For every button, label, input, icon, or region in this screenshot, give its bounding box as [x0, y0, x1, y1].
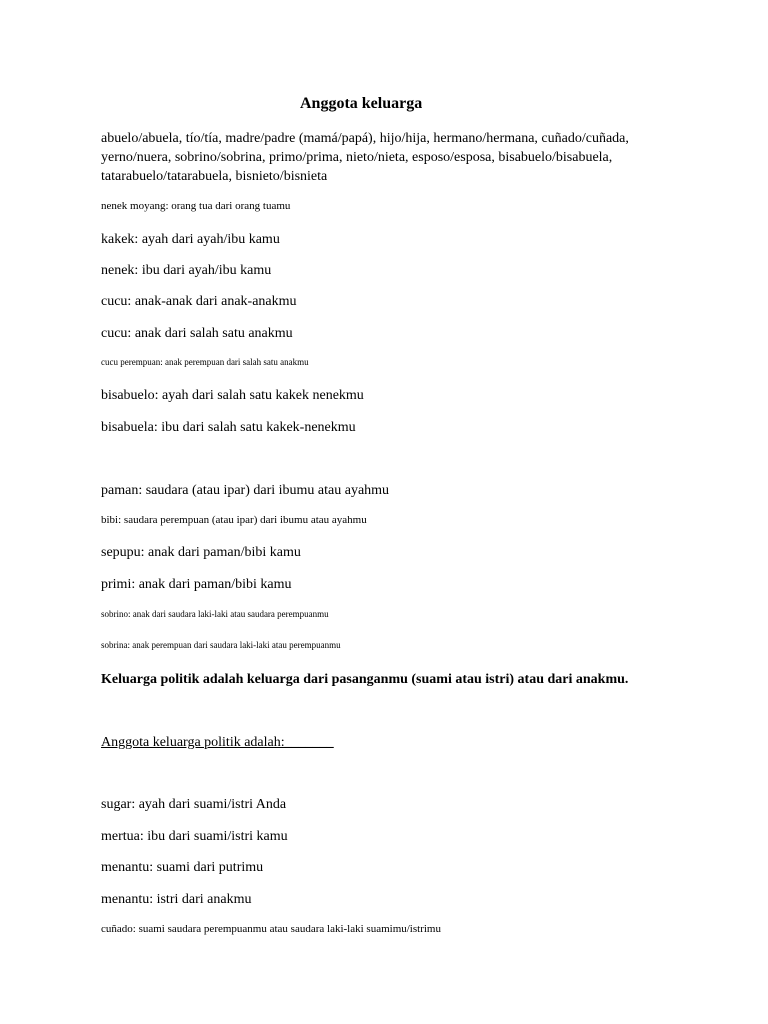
- definition-mertua: mertua: ibu dari suami/istri kamu: [101, 829, 288, 844]
- political-family-statement: Keluarga politik adalah keluarga dari pasanganmu (suami atau istri) atau dari anakmu.: [101, 672, 629, 687]
- definition-menantu-suami: menantu: suami dari putrimu: [101, 860, 264, 875]
- political-family-heading: Anggota keluarga politik adalah:_______: [101, 735, 334, 750]
- definition-sobrina: sobrina: anak perempuan dari saudara laki-laki atau perempuanmu: [101, 640, 341, 650]
- definition-bisabuelo: bisabuelo: ayah dari salah satu kakek nenekmu: [101, 388, 364, 403]
- definition-cunado: cuñado: suami saudara perempuanmu atau saudara laki-laki suamimu/istrimu: [101, 923, 441, 935]
- definition-primi: primi: anak dari paman/bibi kamu: [101, 577, 292, 592]
- definition-menantu-istri: menantu: istri dari anakmu: [101, 892, 252, 907]
- definition-sepupu: sepupu: anak dari paman/bibi kamu: [101, 545, 301, 560]
- definition-sobrino: sobrino: anak dari saudara laki-laki atau saudara perempuanmu: [101, 609, 329, 619]
- definition-cucu-plural: cucu: anak-anak dari anak-anakmu: [101, 294, 297, 309]
- intro-paragraph: abuelo/abuela, tío/tía, madre/padre (mamá/papá), hijo/hija, hermano/hermana, cuñado/cuñada, yerno/nuera, sobrino/sobrina, primo/prima, nieto/nieta, esposo/esposa, bisabuelo/bisabuela, tatarabuelo/tatarabuela, bisnieto/bisnieta: [101, 131, 629, 184]
- definition-kakek: kakek: ayah dari ayah/ibu kamu: [101, 232, 280, 247]
- definition-cucu-perempuan: cucu perempuan: anak perempuan dari salah satu anakmu: [101, 357, 309, 367]
- definition-paman: paman: saudara (atau ipar) dari ibumu atau ayahmu: [101, 483, 390, 498]
- definition-bisabuela: bisabuela: ibu dari salah satu kakek-nenekmu: [101, 420, 356, 435]
- definition-sugar: sugar: ayah dari suami/istri Anda: [101, 797, 287, 812]
- definition-bibi: bibi: saudara perempuan (atau ipar) dari ibumu atau ayahmu: [101, 514, 367, 526]
- definition-nenek: nenek: ibu dari ayah/ibu kamu: [101, 263, 272, 278]
- definition-cucu: cucu: anak dari salah satu anakmu: [101, 326, 293, 341]
- definition-nenek-moyang: nenek moyang: orang tua dari orang tuamu: [101, 200, 291, 212]
- document-title: Anggota keluarga: [300, 95, 423, 112]
